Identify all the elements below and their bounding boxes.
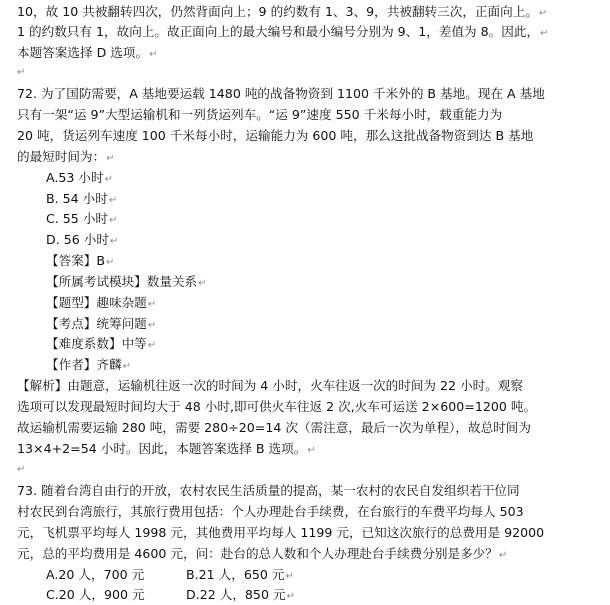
return-mark-icon: ↵ [108, 195, 118, 206]
return-mark-icon: ↵ [17, 464, 26, 475]
prev-text-line: 10，故 10 共被翻转四次，仍然背面向上；9 的约数有 1、3、9，共被翻转三次，正面向上。↵ [17, 4, 548, 19]
return-mark-icon: ↵ [149, 49, 158, 60]
return-mark-icon: ↵ [106, 153, 115, 164]
q72-option-d: D. 56 小时↵ [46, 232, 119, 247]
return-mark-icon: ↵ [147, 299, 157, 310]
q72-stem-line: 只有一架“运 9”大型运输机和一列货运列车。“运 9”速度 550 千米每小时，载重能力为 [17, 107, 503, 122]
return-mark-icon: ↵ [106, 257, 115, 268]
return-mark-icon: ↵ [285, 571, 294, 582]
q72-module: 【所属考试模块】数量关系↵ [46, 274, 207, 289]
return-mark-icon: ↵ [198, 278, 207, 289]
q72-type: 【题型】趣味杂题↵ [46, 295, 157, 310]
return-mark-icon: ↵ [540, 28, 549, 39]
q73-option-a: A.20 人，700 元 [46, 567, 145, 582]
q72-option-c: C. 55 小时↵ [46, 211, 118, 226]
q73-stem-line: 村农民到台湾旅行，其旅行费用包括：个人办理赴台手续费，在台旅行的车费平均每人 503 [17, 504, 524, 519]
return-mark-icon: ↵ [109, 215, 118, 226]
return-mark-icon: ↵ [109, 236, 119, 247]
return-mark-icon: ↵ [307, 445, 316, 456]
return-mark-icon: ↵ [498, 550, 508, 561]
return-mark-icon: ↵ [17, 67, 26, 78]
q72-stem-line: 20 吨，货运列车速度 100 千米每小时，运输能力为 600 吨，那么这批战备物资到达 B 基地 [17, 128, 534, 143]
q72-option-a: A.53 小时↵ [46, 170, 114, 185]
return-mark-icon: ↵ [538, 8, 548, 19]
q73-stem-line: 73. 随着台湾自由行的开放，农村农民生活质量的提高，某一农村的农民自发组织若干位同 [17, 483, 520, 498]
q72-analysis-line: 故运输机需要运输 280 吨，需要 280÷20=14 次（需注意，最后一次为单程），故总时间为 [17, 420, 531, 435]
q72-analysis-line: 选项可以发现最短时间均大于 48 小时,即可供火车往返 2 次,火车可运送 2×600=1200 吨。 [17, 399, 537, 414]
q72-analysis-line: 【解析】由题意，运输机往返一次的时间为 4 小时，火车往返一次的时间为 22 小时。观察 [17, 378, 524, 393]
prev-text-line: 1 的约数只有 1，故向上。故正面向上的最大编号和最小编号分别为 9、1，差值为 8。因此，↵ [17, 24, 549, 39]
return-mark-icon: ↵ [147, 320, 157, 331]
prev-text-line: 本题答案选择 D 选项。↵ [17, 45, 158, 60]
return-mark-icon: ↵ [286, 591, 295, 602]
q72-answer: 【答案】B↵ [46, 253, 115, 268]
q73-option-c: C.20 人，900 元 [46, 587, 145, 602]
return-mark-icon: ↵ [122, 361, 131, 372]
q73-stem-line: 元，飞机票平均每人 1998 元，其他费用平均每人 1199 元，已知这次旅行的总费用是 92000 [17, 525, 545, 540]
return-mark-icon: ↵ [147, 340, 157, 351]
q72-option-b: B. 54 小时↵ [46, 191, 118, 206]
return-mark-icon: ↵ [104, 174, 114, 185]
q72-stem-line: 的最短时间为：↵ [17, 149, 115, 164]
q72-difficulty: 【难度系数】中等↵ [46, 336, 157, 351]
q72-author: 【作者】齐麟↵ [46, 357, 131, 372]
q72-analysis-line: 13×4+2=54 小时。因此，本题答案选择 B 选项。↵ [17, 441, 316, 456]
q73-stem-line: 元，总的平均费用是 4600 元，问：赴台的总人数和个人办理赴台手续费分别是多少？↵ [17, 546, 508, 561]
q73-option-d: D.22 人，850 元↵ [186, 587, 295, 602]
q73-option-b: B.21 人，650 元↵ [186, 567, 294, 582]
q72-stem-line: 72. 为了国防需要，A 基地要运载 1480 吨的战备物资到 1100 千米外的 B 基地。现在 A 基地 [17, 86, 545, 101]
q72-point: 【考点】统筹问题↵ [46, 316, 157, 331]
